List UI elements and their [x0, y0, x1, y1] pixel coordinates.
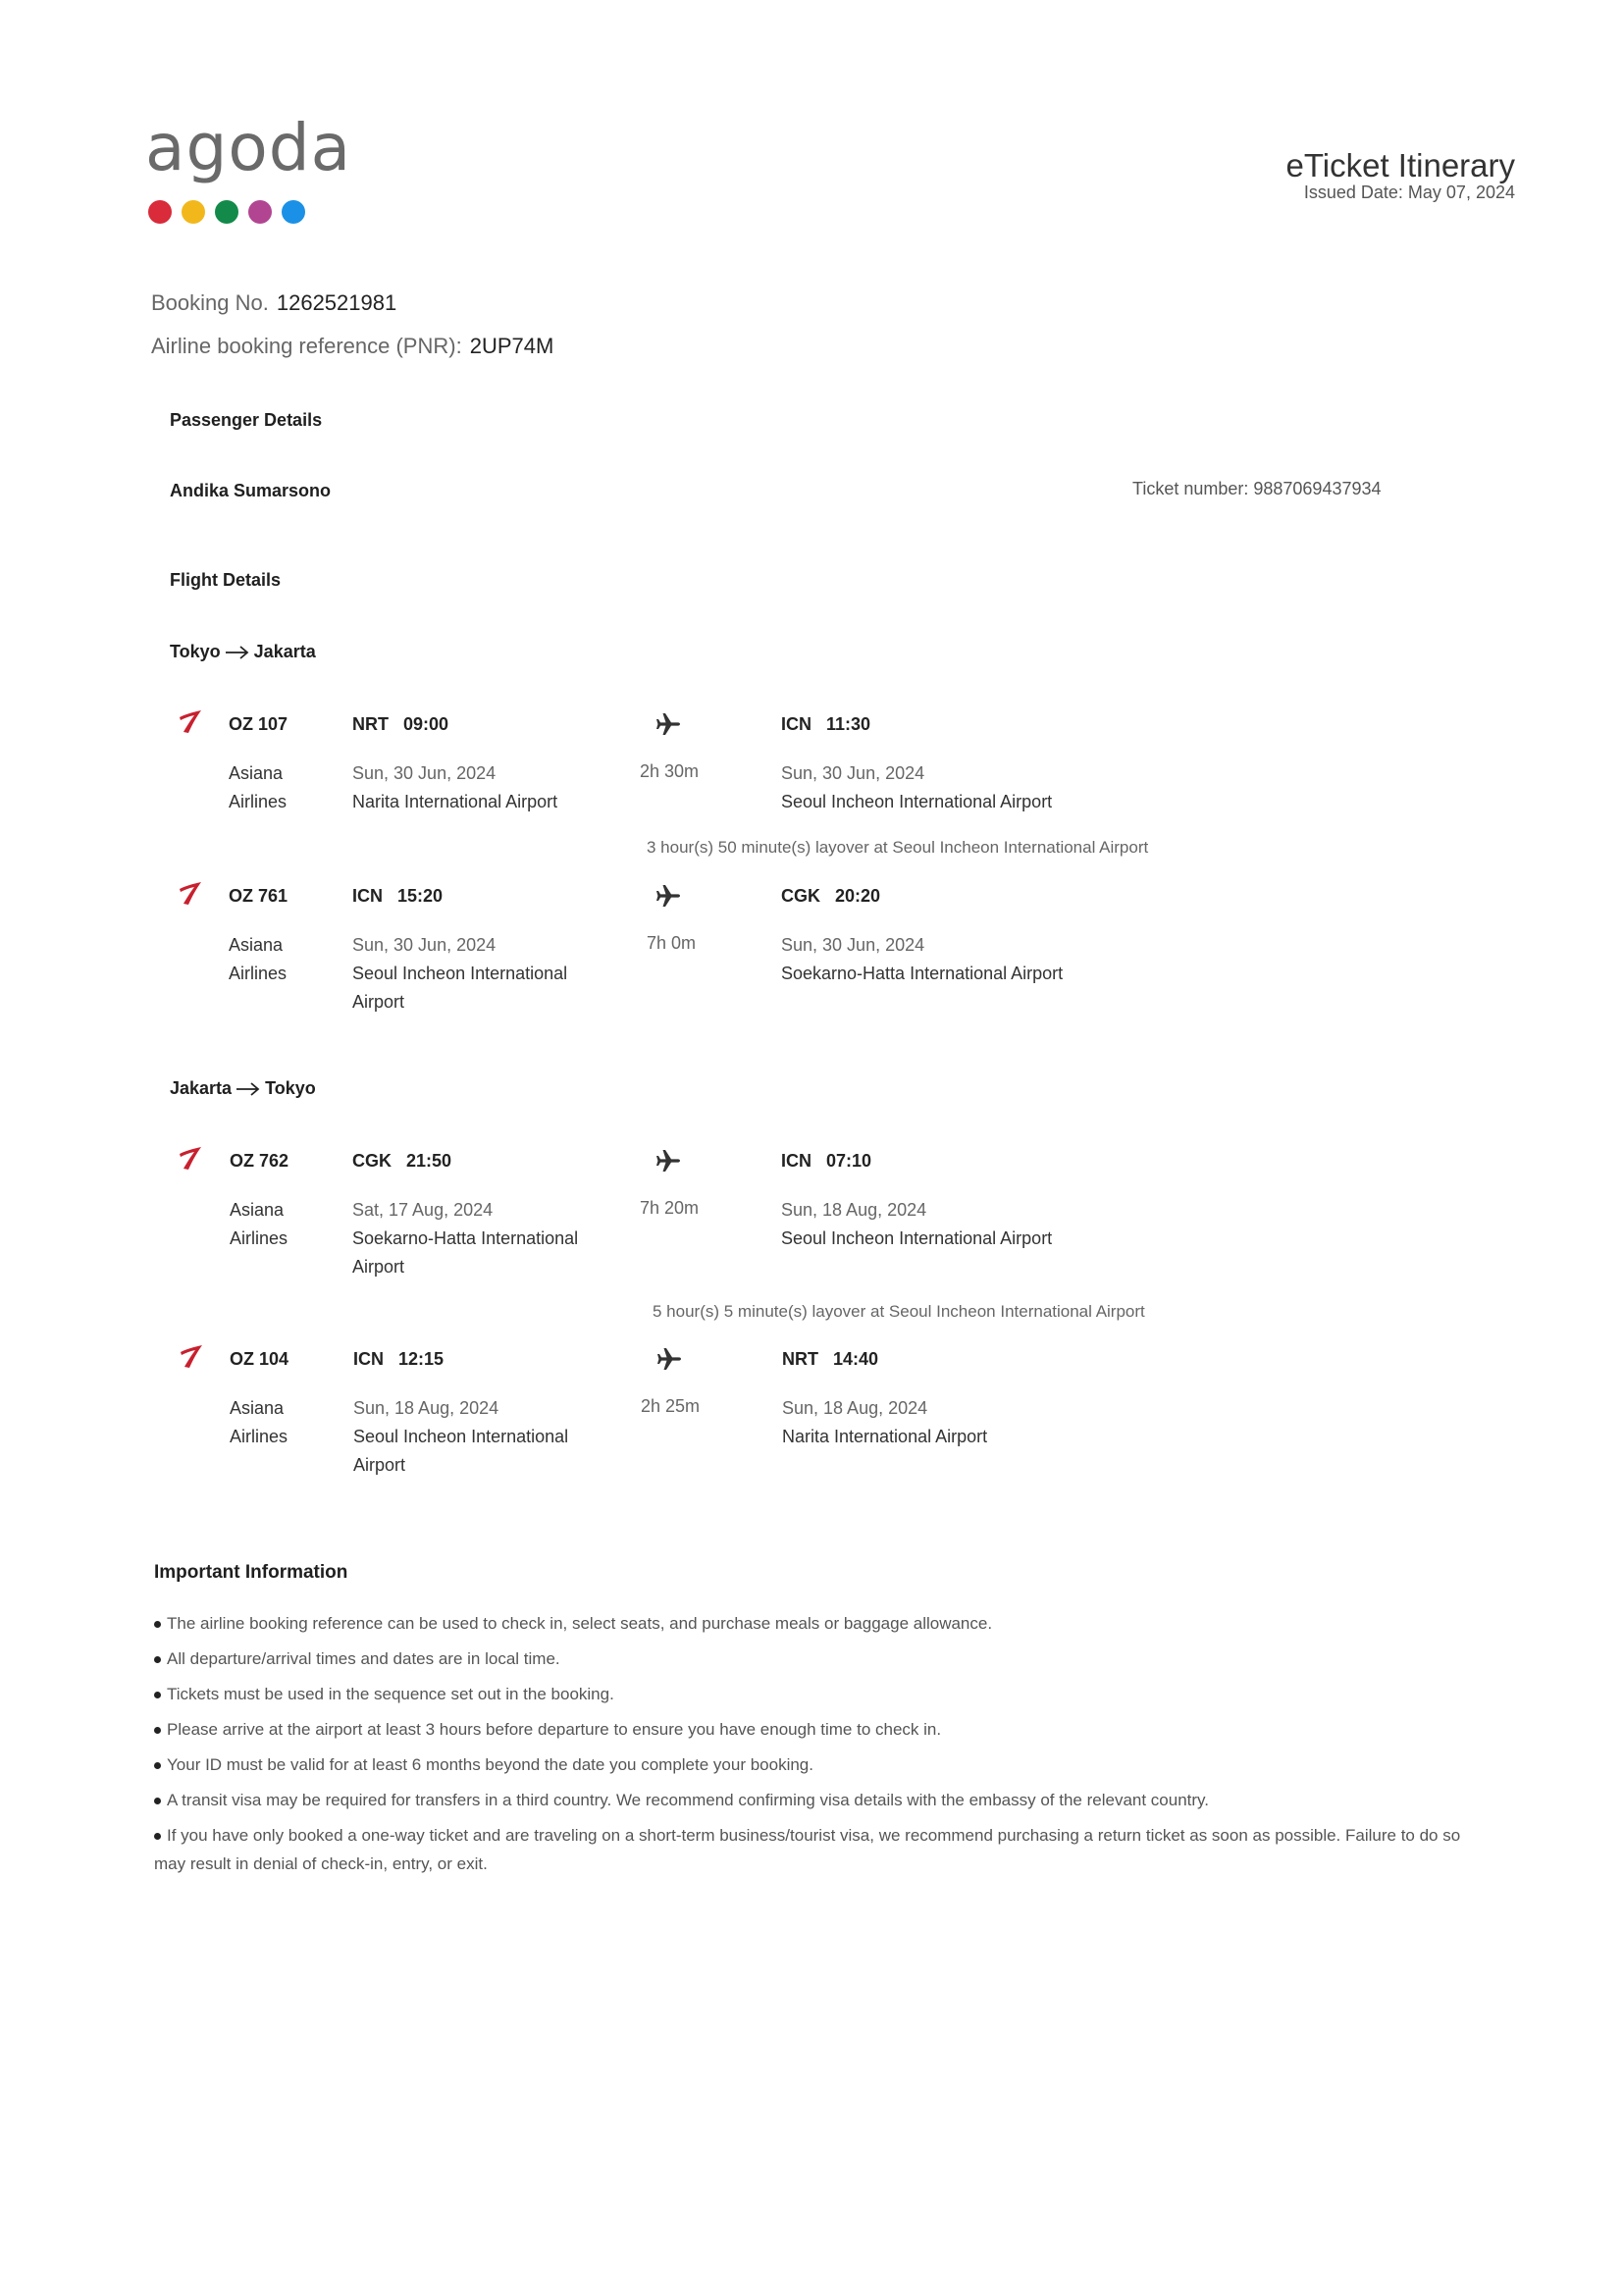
flight-duration: 2h 30m	[640, 761, 700, 781]
arrival-code: CGK	[781, 886, 820, 906]
bullet-icon	[154, 1692, 161, 1698]
arrival-code-time	[781, 714, 870, 735]
arrival-airport: Seoul Incheon International Airport	[781, 792, 1053, 811]
agoda-logo-text: agoda	[145, 110, 352, 185]
asiana-logo-icon	[177, 1145, 204, 1171]
bullet-icon	[154, 1656, 161, 1663]
info-item: Please arrive at the airport at least 3 hours before departure to ensure you have enough time to check in.	[154, 1715, 1489, 1744]
asiana-logo-icon	[178, 1343, 205, 1369]
document-title: eTicket Itinerary	[1285, 147, 1515, 183]
departure-airport-line1: Seoul Incheon International	[353, 1427, 569, 1446]
info-item: The airline booking reference can be used to check in, select seats, and purchase meals or baggage allowance.	[154, 1609, 1489, 1638]
flight-number: OZ 762	[230, 1151, 289, 1171]
ticket-number: Ticket number: 9887069437934	[1132, 479, 1382, 498]
passenger-name: Andika Sumarsono	[170, 481, 332, 500]
arrival-airport: Narita International Airport	[782, 1427, 988, 1446]
arrival-code-time	[781, 886, 880, 907]
departure-date: Sat, 17 Aug, 2024	[352, 1200, 494, 1220]
arrival-code-time	[781, 1151, 871, 1172]
booking-number-label: Booking No.	[151, 290, 269, 315]
info-item: Your ID must be valid for at least 6 months beyond the date you complete your booking.	[154, 1750, 1489, 1779]
arrival-airport: Seoul Incheon International Airport	[781, 1228, 1053, 1248]
arrival-time: 20:20	[835, 886, 881, 906]
departure-date: Sun, 30 Jun, 2024	[352, 763, 497, 783]
departure-date: Sun, 18 Aug, 2024	[353, 1398, 499, 1418]
agoda-logo-dots	[148, 200, 305, 224]
departure-code: ICN	[352, 886, 383, 906]
plane-icon	[656, 1346, 682, 1372]
departure-time: 09:00	[403, 714, 449, 734]
right-arrow-icon	[225, 645, 250, 660]
arrival-date: Sun, 18 Aug, 2024	[782, 1398, 928, 1418]
pnr-value: 2UP74M	[469, 334, 554, 358]
booking-number-value: 1262521981	[276, 290, 397, 315]
departure-date: Sun, 30 Jun, 2024	[352, 935, 497, 955]
asiana-logo-icon	[177, 708, 204, 734]
info-item: If you have only booked a one-way ticket and are traveling on a short-term business/tourist visa, we recommend purchasing a return ticket as soon as possible. Failure to do so may result in denial of check-in, entry, or exit.	[154, 1826, 1461, 1873]
logo-dot-yellow	[182, 200, 205, 224]
logo-dot-green	[215, 200, 238, 224]
departure-code-time	[353, 1349, 444, 1370]
departure-airport-line1: Soekarno-Hatta International	[352, 1228, 579, 1248]
logo-dot-blue	[282, 200, 305, 224]
bullet-icon	[154, 1762, 161, 1769]
flight-duration: 7h 20m	[640, 1198, 700, 1218]
airline-name-line2: Airlines	[230, 1427, 288, 1446]
info-item: Tickets must be used in the sequence set out in the booking.	[154, 1680, 1489, 1708]
departure-airport-line2: Airport	[353, 1455, 406, 1475]
arrival-time: 07:10	[826, 1151, 872, 1171]
asiana-logo-icon	[177, 880, 204, 906]
airline-name-line2: Airlines	[230, 1228, 288, 1248]
arrival-code: ICN	[781, 1151, 812, 1171]
bullet-icon	[154, 1833, 161, 1840]
bullet-icon	[154, 1727, 161, 1734]
arrival-date: Sun, 18 Aug, 2024	[781, 1200, 927, 1220]
bullet-icon	[154, 1621, 161, 1628]
route-destination: Tokyo	[265, 1078, 316, 1098]
airline-name-line1: Asiana	[230, 1200, 285, 1220]
departure-code: ICN	[353, 1349, 384, 1369]
departure-code: NRT	[352, 714, 389, 734]
departure-code: CGK	[352, 1151, 392, 1171]
booking-number-row	[151, 290, 396, 316]
departure-time: 15:20	[397, 886, 444, 906]
flight-duration: 7h 0m	[647, 933, 697, 953]
pnr-label: Airline booking reference (PNR):	[151, 334, 462, 358]
departure-time: 12:15	[398, 1349, 445, 1369]
layover-info: 3 hour(s) 50 minute(s) layover at Seoul Incheon International Airport	[647, 838, 1149, 857]
airline-name-line1: Asiana	[230, 1398, 285, 1418]
plane-icon	[655, 883, 681, 909]
info-item: All departure/arrival times and dates are in local time.	[154, 1644, 1489, 1673]
departure-code-time	[352, 886, 443, 907]
departure-airport-line1: Seoul Incheon International	[352, 964, 568, 983]
route-origin: Jakarta	[170, 1078, 233, 1098]
departure-code-time	[352, 1151, 451, 1172]
arrival-date: Sun, 30 Jun, 2024	[781, 935, 925, 955]
plane-icon	[655, 711, 681, 737]
flight-duration: 2h 25m	[641, 1396, 701, 1416]
return-route	[170, 1078, 316, 1099]
issued-date: Issued Date: May 07, 2024	[1303, 183, 1515, 202]
arrival-code: ICN	[781, 714, 812, 734]
departure-code-time	[352, 714, 448, 735]
important-info-title: Important Information	[154, 1562, 348, 1583]
layover-info: 5 hour(s) 5 minute(s) layover at Seoul Incheon International Airport	[653, 1302, 1145, 1321]
route-origin: Tokyo	[170, 642, 221, 661]
arrival-airport: Soekarno-Hatta International Airport	[781, 964, 1064, 983]
airline-name-line2: Airlines	[229, 792, 288, 811]
departure-airport: Narita International Airport	[352, 792, 558, 811]
departure-airport-line2: Airport	[352, 1257, 405, 1277]
arrival-code-time	[782, 1349, 878, 1370]
info-item: A transit visa may be required for transfers in a third country. We recommend confirming visa details with the embassy of the relevant country.	[154, 1786, 1489, 1814]
airline-name-line1: Asiana	[229, 935, 284, 955]
arrival-code: NRT	[782, 1349, 818, 1369]
right-arrow-icon	[236, 1081, 261, 1097]
plane-icon	[655, 1148, 681, 1174]
airline-name-line2: Airlines	[229, 964, 288, 983]
pnr-row	[151, 334, 553, 359]
logo-dot-magenta	[248, 200, 272, 224]
arrival-time: 14:40	[833, 1349, 879, 1369]
logo-dot-red	[148, 200, 172, 224]
departure-airport-line2: Airport	[352, 992, 405, 1012]
passenger-details-title: Passenger Details	[170, 410, 323, 430]
airline-name-line1: Asiana	[229, 763, 284, 783]
route-destination: Jakarta	[253, 642, 316, 661]
important-info-list	[154, 1609, 1489, 1885]
arrival-date: Sun, 30 Jun, 2024	[781, 763, 925, 783]
flight-number: OZ 761	[229, 886, 288, 906]
flight-details-title: Flight Details	[170, 570, 282, 590]
flight-number: OZ 107	[229, 714, 288, 734]
outbound-route	[170, 642, 316, 662]
departure-time: 21:50	[406, 1151, 452, 1171]
arrival-time: 11:30	[826, 714, 871, 734]
flight-number: OZ 104	[230, 1349, 289, 1369]
bullet-icon	[154, 1798, 161, 1804]
